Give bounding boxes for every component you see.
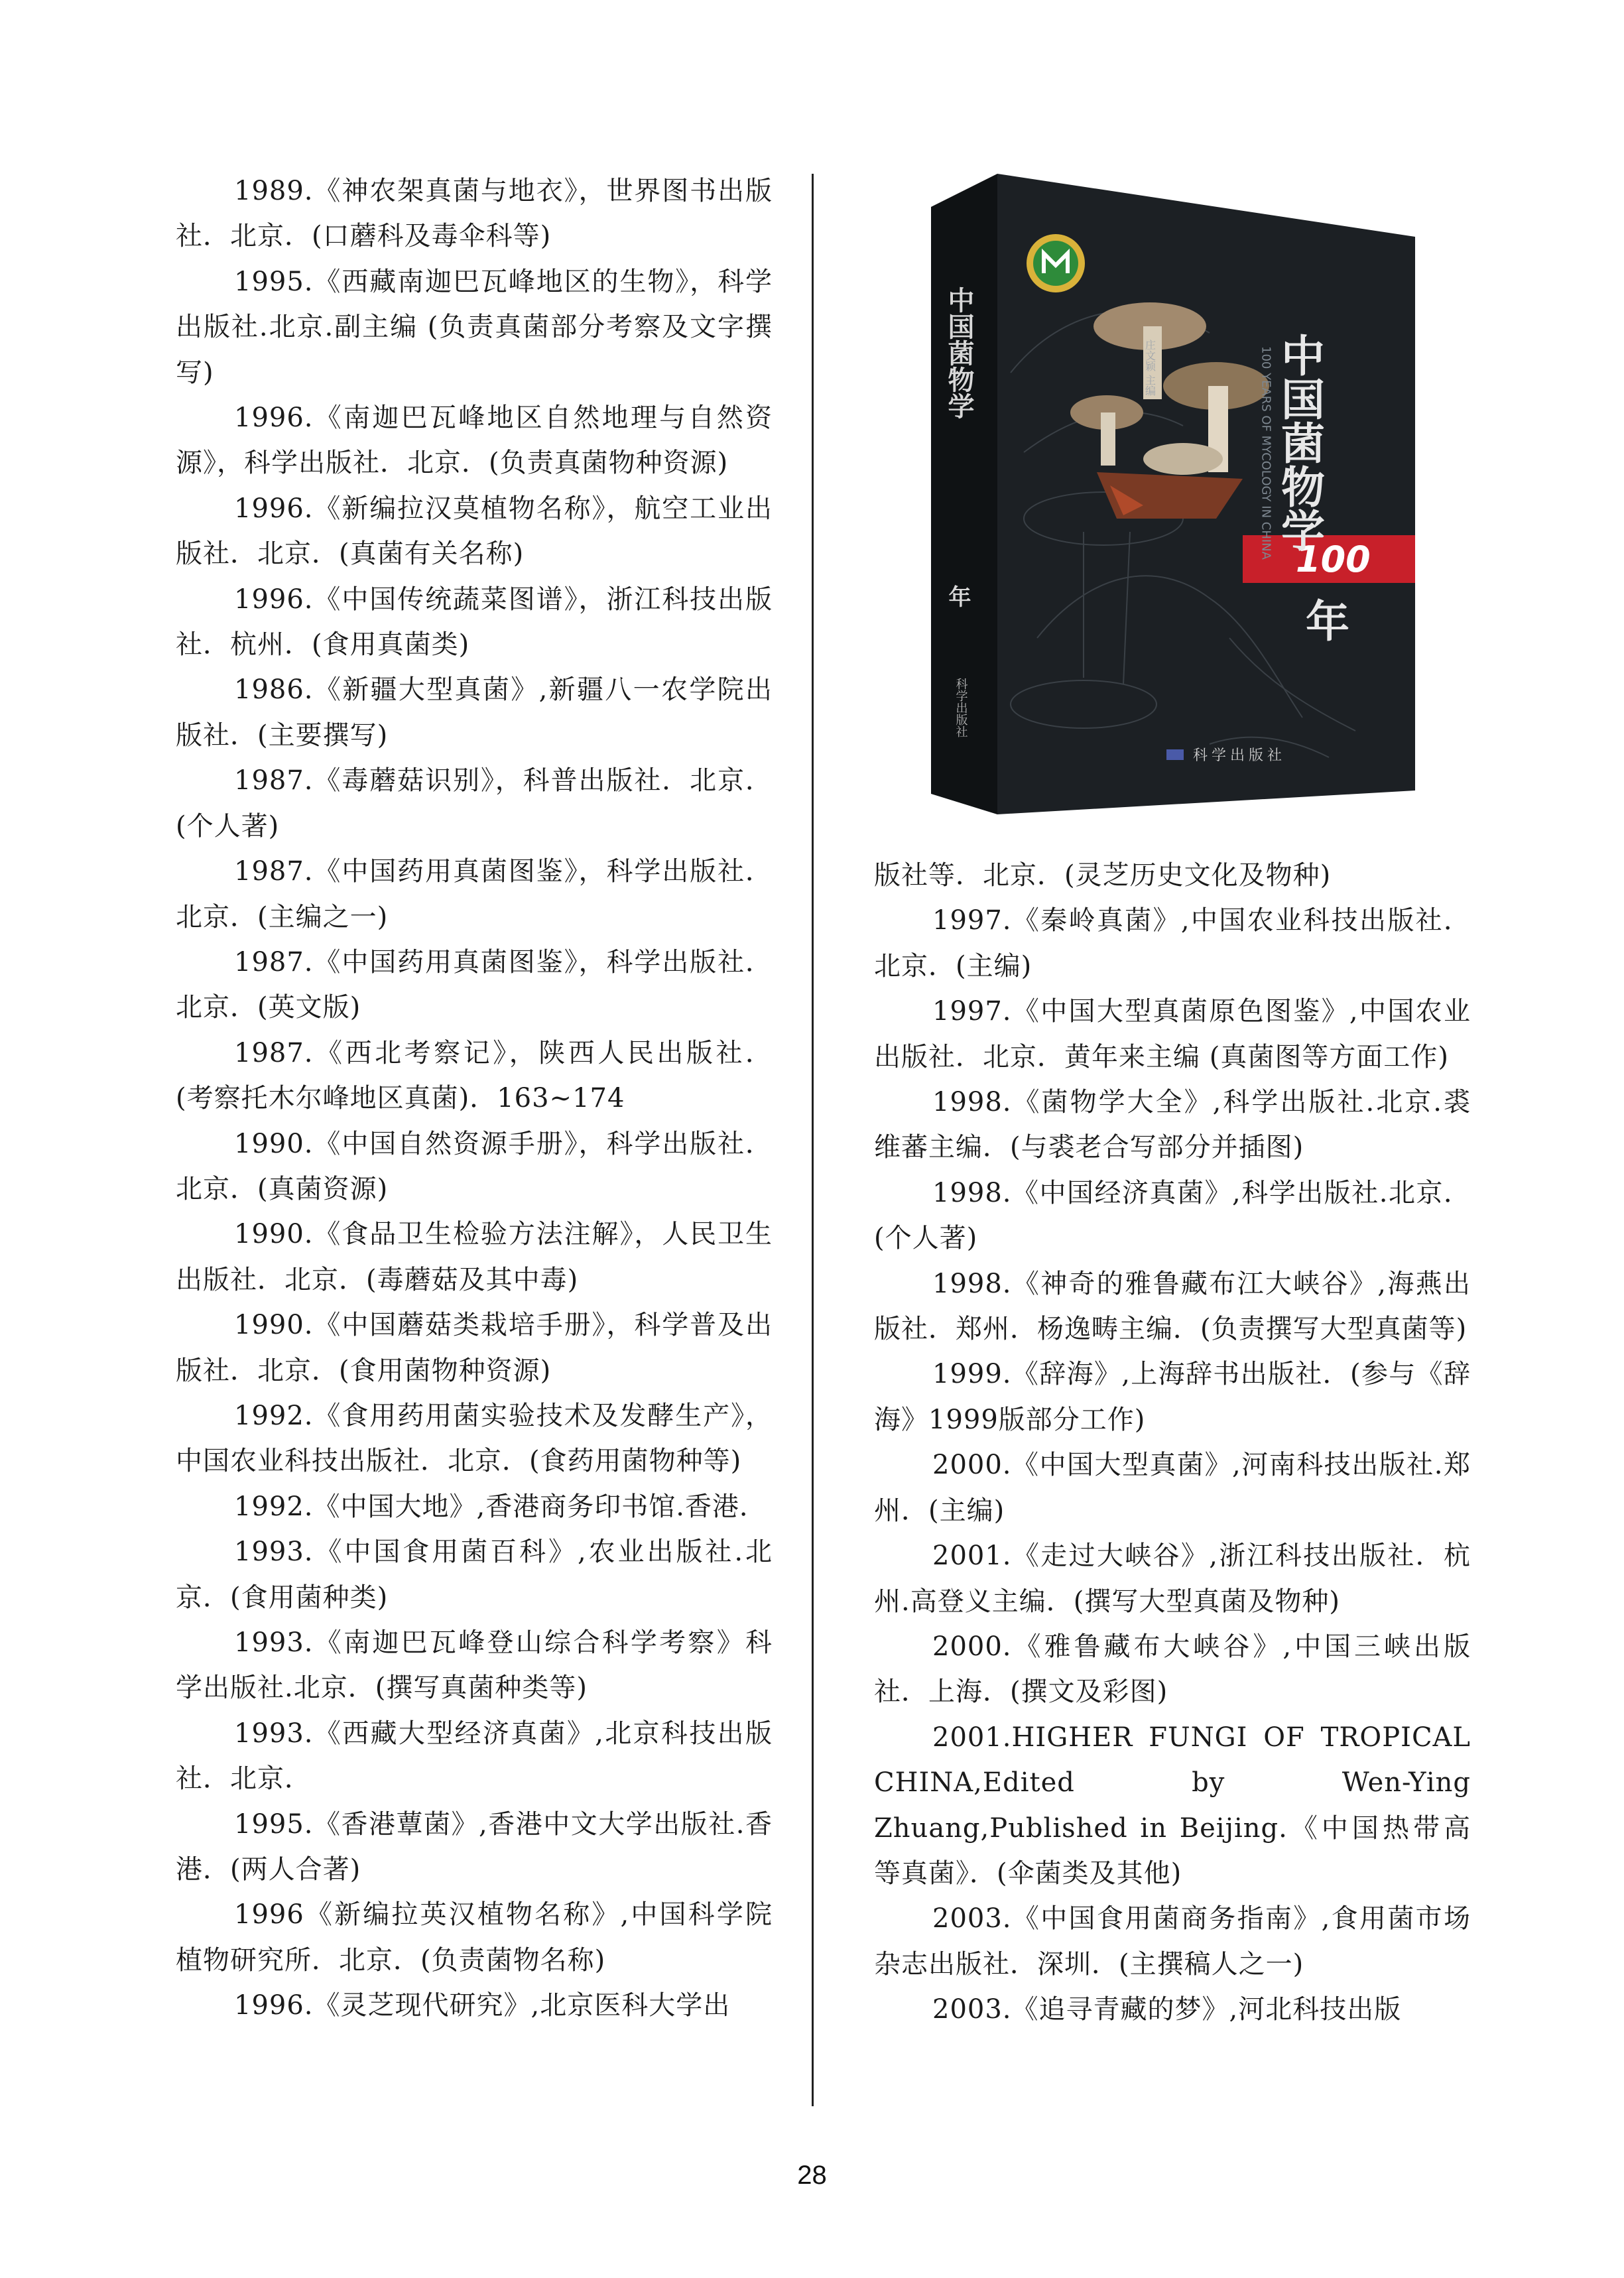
cover-title-suffix: 年	[1298, 598, 1349, 642]
left-column	[176, 168, 773, 2029]
bibliography-entry: 1987.《西北考察记》，陕西人民出版社．(考察托木尔峰地区真菌)．163~174	[176, 1037, 773, 1114]
bibliography-entry: 2003.《中国食用菌商务指南》,食用菌市场杂志出版社．深圳．(主撰稿人之一)	[874, 1903, 1471, 1980]
bibliography-entry: 2000.《雅鲁藏布大峡谷》,中国三峡出版社．上海．(撰文及彩图)	[874, 1631, 1471, 1708]
bibliography-entry: 1996.《新编拉汉莫植物名称》，航空工业出版社．北京．(真菌有关名称)	[176, 493, 773, 570]
bibliography-entry: 1995.《香港蕈菌》,香港中文大学出版社.香港．(两人合著)	[176, 1808, 773, 1885]
bibliography-entry: 1996.《南迦巴瓦峰地区自然地理与自然资源》，科学出版社．北京．(负责真菌物种资源)	[176, 403, 773, 479]
bibliography-entry: 2003.《追寻青藏的梦》,河北科技出版	[932, 1994, 1402, 2025]
bibliography-entry: 1992.《食用药用菌实验技术及发酵生产》，中国农业科技出版社．北京．(食药用菌物种等)	[176, 1400, 773, 1477]
bibliography-entry: 1995.《西藏南迦巴瓦峰地区的生物》，科学出版社.北京.副主编 (负责真菌部分考察及文字撰写)	[176, 266, 773, 388]
bibliography-entry: 2000.《中国大型真菌》,河南科技出版社.郑州．(主编)	[874, 1450, 1471, 1526]
bibliography-entry: 1986.《新疆大型真菌》,新疆八一农学院出版社．(主要撰写)	[176, 674, 773, 751]
bibliography-entry: 2001.《走过大峡谷》,浙江科技出版社．杭州.高登义主编．(撰写大型真菌及物种)	[874, 1541, 1471, 1617]
spine-title: 中国菌物学	[944, 286, 974, 419]
publisher-logo-icon	[1027, 234, 1085, 292]
bibliography-entry: 1993.《南迦巴瓦峰登山综合科学考察》科学出版社.北京．(撰写真菌种类等)	[176, 1627, 773, 1704]
spine-title-suffix: 年	[944, 585, 971, 607]
bibliography-entry: 1987.《毒蘑菇识别》，科普出版社．北京．(个人著)	[176, 765, 773, 842]
bibliography-entry: 2001.HIGHER FUNGI OF TROPICAL CHINA,Edited by Wen-Ying Zhuang,Published in Beijing.《中国热带高等真菌》．(伞菌类及其他)	[874, 1722, 1471, 1889]
bibliography-entry: 1993.《西藏大型经济真菌》,北京科技出版社．北京．	[176, 1718, 773, 1795]
bibliography-entry: 1996.《灵芝现代研究》,北京医科大学出	[234, 1990, 731, 2021]
cover-number: 100	[1296, 538, 1371, 580]
bibliography-entry: 1990.《中国蘑菇类栽培手册》，科学普及出版社．北京．(食用菌物种资源)	[176, 1310, 773, 1386]
bibliography-entry: 1997.《秦岭真菌》,中国农业科技出版社．北京．(主编)	[874, 905, 1471, 981]
bibliography-entry: 1992.《中国大地》,香港商务印书馆.香港．	[234, 1491, 767, 1522]
bibliography-entry: 版社等．北京．(灵芝历史文化及物种)	[874, 860, 1332, 891]
book-cover-image	[931, 174, 1415, 814]
page-number: 28	[797, 2161, 827, 2190]
spine-publisher: 科学出版社	[954, 678, 968, 737]
bibliography-entry: 1998.《菌物学大全》,科学出版社.北京.裘维蕃主编．(与裘老合写部分并插图)	[874, 1087, 1471, 1163]
column-divider	[812, 174, 814, 2106]
bibliography-entry: 1990.《中国自然资源手册》，科学出版社．北京．(真菌资源)	[176, 1128, 773, 1204]
publisher-mark-icon	[1166, 749, 1184, 760]
bibliography-entry: 1999.《辞海》,上海辞书出版社．(参与《辞海》1999版部分工作)	[874, 1359, 1471, 1435]
bibliography-entry: 1997.《中国大型真菌原色图鉴》,中国农业出版社．北京．黄年来主编 (真菌图等方面工作)	[874, 996, 1471, 1072]
cover-publisher: 科学出版社	[1193, 747, 1286, 764]
bibliography-entry: 1987.《中国药用真菌图鉴》，科学出版社．北京．(英文版)	[176, 946, 773, 1023]
bibliography-entry: 1990.《食品卫生检验方法注解》，人民卫生出版社．北京．(毒蘑菇及其中毒)	[176, 1219, 773, 1295]
bibliography-entry: 1998.《中国经济真菌》,科学出版社.北京．(个人著)	[874, 1177, 1471, 1254]
cover-english-title: 100 YEARS OF MYCOLOGY IN CHINA	[1259, 346, 1273, 560]
bibliography-entry: 1987.《中国药用真菌图鉴》，科学出版社．北京．(主编之一)	[176, 856, 773, 932]
bibliography-entry: 1996.《中国传统蔬菜图谱》，浙江科技出版社．杭州．(食用真菌类)	[176, 584, 773, 661]
cover-editors: 庄文颖 主编	[1143, 340, 1156, 397]
bibliography-entry: 1993.《中国食用菌百科》,农业出版社.北京．(食用菌种类)	[176, 1537, 773, 1613]
bibliography-entry: 1998.《神奇的雅鲁藏布江大峡谷》,海燕出版社．郑州．杨逸畴主编．(负责撰写大型真菌等)	[874, 1268, 1471, 1345]
bibliography-entry: 1989.《神农架真菌与地衣》，世界图书出版社．北京．(口蘑科及毒伞科等)	[176, 176, 773, 252]
cover-title: 中国菌物学	[1273, 333, 1325, 552]
bibliography-entry: 1996《新编拉英汉植物名称》,中国科学院植物研究所．北京．(负责菌物名称)	[176, 1899, 773, 1976]
right-column	[874, 853, 1471, 2033]
